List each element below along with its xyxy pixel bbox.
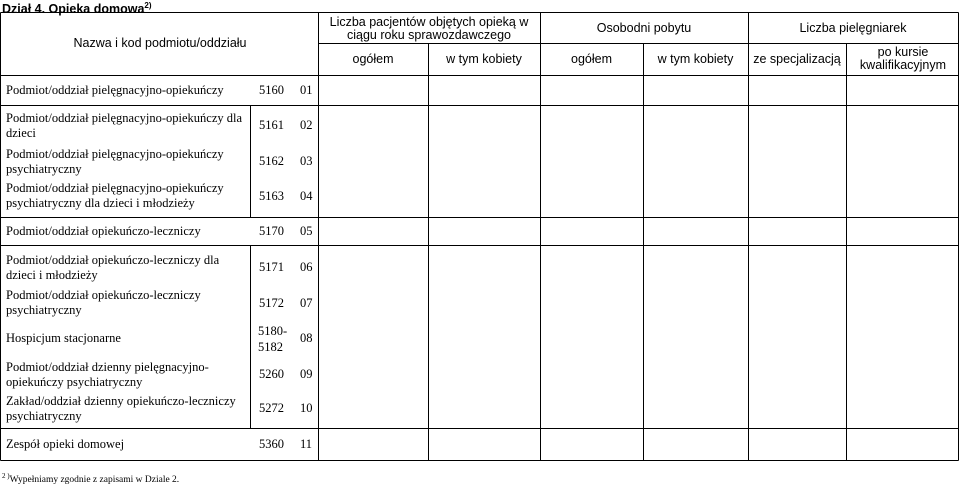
section-title-footnote-mark: 2) — [144, 1, 152, 10]
row-name-05: Podmiot/oddział opiekuńczo-leczniczy — [6, 224, 201, 238]
header-patients: Liczba pacjentów objętych opieką w ciągu roku sprawozdawczego — [329, 15, 529, 42]
row-num-06: 06 — [300, 260, 313, 274]
row-num-02: 02 — [300, 118, 313, 132]
row-code-04: 5163 — [259, 189, 284, 203]
row-num-05: 05 — [300, 224, 313, 238]
row-num-03: 03 — [300, 154, 313, 168]
footnote-mark: 2 ) — [2, 472, 10, 480]
row-name-01: Podmiot/oddział pielęgnacyjno-opiekuńczy — [6, 83, 224, 97]
row-name-10: Zakład/oddział dzienny opiekuńczo-leczniczy psychiatryczny — [6, 394, 236, 423]
row-code-02: 5161 — [259, 118, 284, 132]
header-patients-total: ogółem — [352, 52, 394, 66]
row-name-02: Podmiot/oddział pielęgnacyjno-opiekuńczy dla dzieci — [6, 111, 243, 140]
footnote — [2, 472, 179, 485]
row-name-04: Podmiot/oddział pielęgnacyjno-opiekuńczy psychiatryczny dla dzieci i młodzieży — [6, 181, 224, 210]
row-code-08: 5180-5182 — [258, 324, 288, 354]
row-num-07: 07 — [300, 296, 313, 310]
row-num-10: 10 — [300, 401, 313, 415]
row-name-03: Podmiot/oddział pielęgnacyjno-opiekuńczy psychiatryczny — [6, 147, 224, 176]
header-nurses-specialization: ze specjalizacją — [753, 52, 841, 66]
row-name-09: Podmiot/oddział dzienny pielęgnacyjno-opiekuńczy psychiatryczny — [6, 360, 209, 389]
row-name-11: Zespół opieki domowej — [6, 437, 125, 451]
header-stay-women: w tym kobiety — [657, 52, 734, 66]
header-name-code: Nazwa i kod podmiotu/oddziału — [73, 36, 247, 50]
header-nurses: Liczba pielęgniarek — [799, 21, 907, 35]
row-num-09: 09 — [300, 367, 313, 381]
section-title: Dział 4. Opieka domowa$^{2)}$ — [2, 1, 152, 17]
header-nurses-course: po kursie kwalifikacyjnym — [859, 45, 947, 72]
row-code-10: 5272 — [259, 401, 284, 415]
header-stay-total: ogółem — [571, 52, 612, 66]
row-code-09: 5260 — [259, 367, 284, 381]
row-code-06: 5171 — [259, 260, 284, 274]
row-code-05: 5170 — [259, 224, 284, 238]
header-patients-women: w tym kobiety — [446, 52, 522, 66]
row-code-11: 5360 — [259, 437, 284, 451]
header-persons-staying: Osobodni pobytu — [596, 21, 692, 35]
row-num-08: 08 — [300, 331, 313, 345]
row-code-03: 5162 — [259, 154, 284, 168]
row-num-11: 11 — [300, 437, 313, 451]
footnote-text: Wypełniamy zgodnie z zapisami w Dziale 2. — [9, 475, 180, 486]
row-num-04: 04 — [300, 189, 313, 203]
row-name-08: Hospicjum stacjonarne — [6, 331, 121, 345]
row-name-07: Podmiot/oddział opiekuńczo-leczniczy psychiatryczny — [6, 288, 201, 317]
row-num-01: 01 — [300, 83, 313, 97]
row-code-07: 5172 — [259, 296, 284, 310]
row-code-01: 5160 — [259, 83, 284, 97]
row-name-06: Podmiot/oddział opiekuńczo-leczniczy dla dzieci i młodzieży — [6, 253, 220, 282]
